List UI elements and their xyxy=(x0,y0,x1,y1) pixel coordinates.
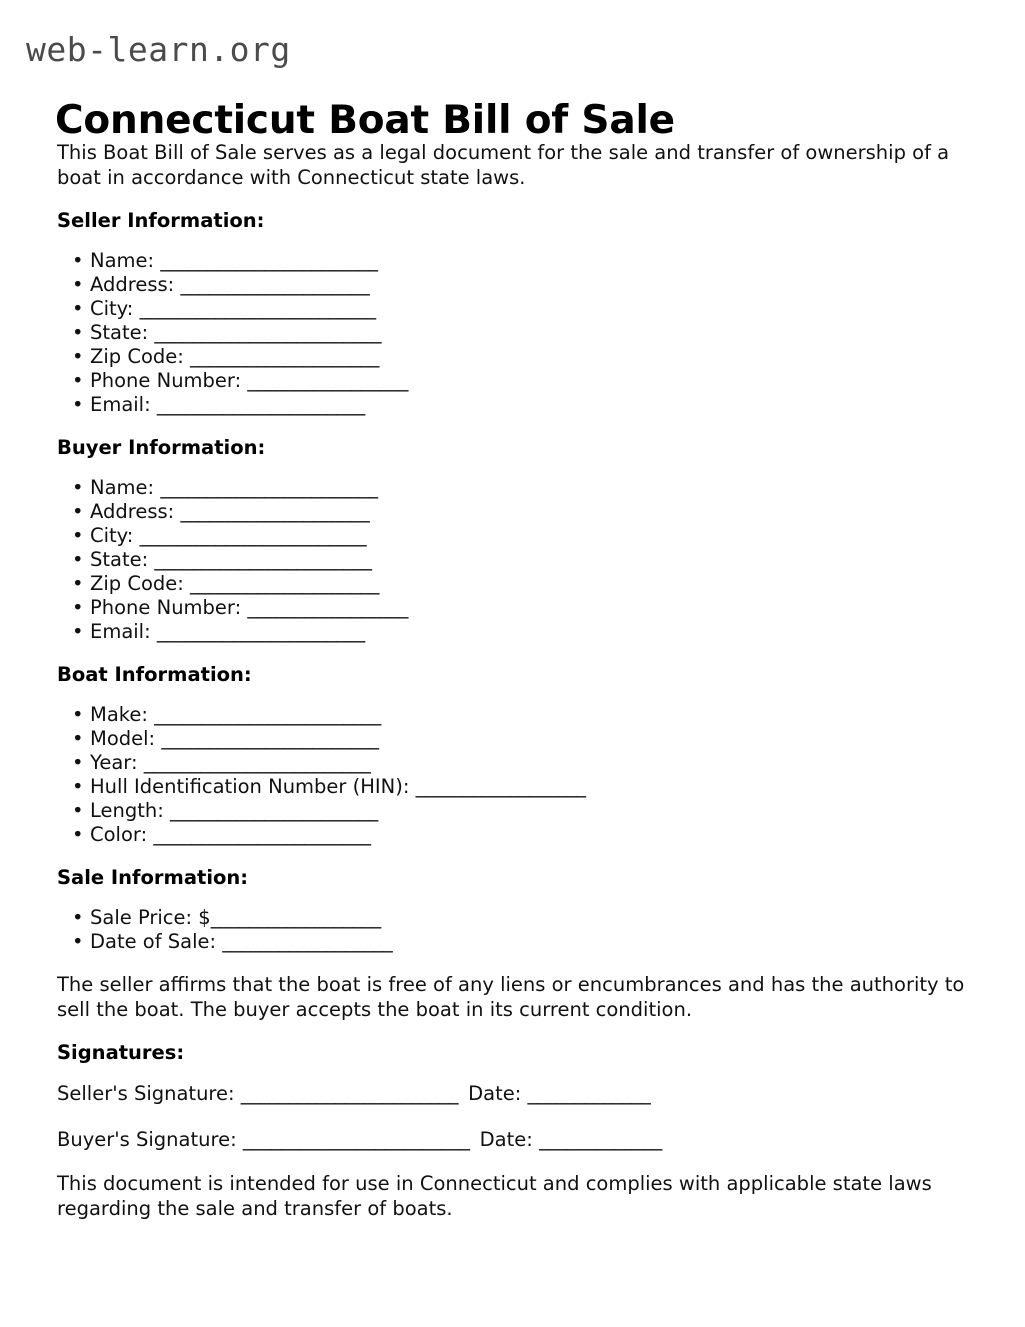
bullet-icon: • xyxy=(72,799,84,822)
closing-paragraph: This document is intended for use in Connecticut and complies with applicable state laws regarding the sale and transfer of boats. xyxy=(57,1172,932,1220)
bullet-icon: • xyxy=(72,369,84,392)
bullet-icon: • xyxy=(72,572,84,595)
field-blank[interactable]: ____________________ xyxy=(180,273,370,296)
field-blank[interactable]: _________________ xyxy=(247,369,409,392)
field-label: Zip Code: xyxy=(90,572,191,595)
bullet-icon: • xyxy=(72,321,84,344)
field-label: State: xyxy=(90,548,155,571)
field-blank[interactable]: _______________________ xyxy=(154,548,372,571)
bullet-icon: • xyxy=(72,751,84,774)
field-blank[interactable]: _______________________ xyxy=(161,727,379,750)
field-label: City: xyxy=(90,524,140,547)
field-label: Phone Number: xyxy=(90,369,248,392)
field-blank[interactable]: ________________________ xyxy=(139,524,367,547)
buyer-field-list xyxy=(0,476,1025,644)
sale-field-list xyxy=(0,906,1025,954)
section-heading-buyer: Buyer Information: xyxy=(57,436,266,459)
bullet-icon: • xyxy=(72,500,84,523)
bullet-icon: • xyxy=(72,297,84,320)
field-label: Date of Sale: xyxy=(90,930,223,953)
bullet-icon: • xyxy=(72,596,84,619)
field-blank[interactable]: ______________________ xyxy=(156,620,365,643)
bullet-icon: • xyxy=(72,823,84,846)
seller-field-list xyxy=(0,249,1025,417)
boat-field-list xyxy=(0,703,1025,847)
field-label: Name: xyxy=(90,476,161,499)
field-boat-model xyxy=(72,727,1025,751)
bullet-icon: • xyxy=(72,906,84,929)
section-heading-sale: Sale Information: xyxy=(57,866,249,889)
field-label: Hull Identification Number (HIN): xyxy=(90,775,416,798)
field-blank[interactable]: ________________________ xyxy=(143,751,371,774)
section-heading-signatures: Signatures: xyxy=(57,1041,185,1064)
bullet-icon: • xyxy=(72,620,84,643)
field-date-of-sale xyxy=(72,930,1025,954)
field-blank[interactable]: ____________________ xyxy=(190,345,380,368)
field-label: Zip Code: xyxy=(90,345,191,368)
bullet-icon: • xyxy=(72,727,84,750)
field-label: Model: xyxy=(90,727,162,750)
field-blank[interactable]: ______________________ xyxy=(170,799,378,822)
field-label: Year: xyxy=(90,751,144,774)
field-blank[interactable]: __________________ xyxy=(210,906,381,929)
field-label: Make: xyxy=(90,703,155,726)
field-blank[interactable]: _______________________ xyxy=(160,249,378,272)
bullet-icon: • xyxy=(72,703,84,726)
field-blank[interactable]: ____________________ xyxy=(190,572,380,595)
bullet-icon: • xyxy=(72,345,84,368)
field-label: Address: xyxy=(90,273,181,296)
field-seller-phone xyxy=(72,369,1025,393)
field-seller-state xyxy=(72,321,1025,345)
seller-signature-line[interactable]: _______________________ xyxy=(240,1082,459,1105)
bullet-icon: • xyxy=(72,249,84,272)
field-buyer-zip xyxy=(72,572,1025,596)
seller-signature-label: Seller's Signature: xyxy=(57,1082,241,1105)
buyer-date-line[interactable]: _____________ xyxy=(539,1128,662,1151)
field-boat-color xyxy=(72,823,1025,847)
field-blank[interactable]: ________________________ xyxy=(154,321,382,344)
field-label: Phone Number: xyxy=(90,596,248,619)
field-sale-price xyxy=(72,906,1025,930)
field-seller-email xyxy=(72,393,1025,417)
bullet-icon: • xyxy=(72,476,84,499)
field-blank[interactable]: ______________________ xyxy=(156,393,365,416)
section-heading-seller: Seller Information: xyxy=(57,209,265,232)
field-label: Address: xyxy=(90,500,181,523)
field-label: Sale Price: $ xyxy=(90,906,211,929)
field-boat-length xyxy=(72,799,1025,823)
buyer-date-label: Date: xyxy=(479,1128,540,1151)
field-seller-address xyxy=(72,273,1025,297)
field-blank[interactable]: _________________________ xyxy=(139,297,376,320)
field-label: Email: xyxy=(90,393,157,416)
buyer-signature-label: Buyer's Signature: xyxy=(57,1128,243,1151)
field-buyer-city xyxy=(72,524,1025,548)
bullet-icon: • xyxy=(72,393,84,416)
field-seller-zip xyxy=(72,345,1025,369)
signature-row-buyer xyxy=(0,1127,1025,1153)
page-title: Connecticut Boat Bill of Sale xyxy=(55,98,675,144)
field-blank[interactable]: ____________________ xyxy=(180,500,370,523)
field-label: Email: xyxy=(90,620,157,643)
bullet-icon: • xyxy=(72,548,84,571)
site-watermark: web-learn.org xyxy=(26,30,291,69)
field-label: Name: xyxy=(90,249,161,272)
field-blank[interactable]: _______________________ xyxy=(153,823,371,846)
field-buyer-address xyxy=(72,500,1025,524)
bullet-icon: • xyxy=(72,775,84,798)
field-label: Color: xyxy=(90,823,154,846)
field-label: State: xyxy=(90,321,155,344)
field-boat-make xyxy=(72,703,1025,727)
field-blank[interactable]: _________________ xyxy=(247,596,409,619)
bullet-icon: • xyxy=(72,524,84,547)
field-buyer-name xyxy=(72,476,1025,500)
field-buyer-state xyxy=(72,548,1025,572)
field-buyer-phone xyxy=(72,596,1025,620)
bullet-icon: • xyxy=(72,273,84,296)
field-blank[interactable]: _______________________ xyxy=(160,476,378,499)
field-label: Length: xyxy=(90,799,171,822)
field-blank[interactable]: ________________________ xyxy=(154,703,381,726)
field-label: City: xyxy=(90,297,140,320)
seller-date-label: Date: xyxy=(468,1082,528,1105)
buyer-signature-line[interactable]: ________________________ xyxy=(242,1128,470,1151)
signature-row-seller xyxy=(0,1081,1025,1107)
field-seller-name xyxy=(72,249,1025,273)
field-boat-year xyxy=(72,751,1025,775)
field-seller-city xyxy=(72,297,1025,321)
section-heading-boat: Boat Information: xyxy=(57,663,252,686)
field-buyer-email xyxy=(72,620,1025,644)
field-blank[interactable]: __________________ xyxy=(415,775,586,798)
field-blank[interactable]: __________________ xyxy=(222,930,393,953)
document-body xyxy=(0,140,1025,1221)
bullet-icon: • xyxy=(72,930,84,953)
affirmation-paragraph: The seller affirms that the boat is free of any liens or encumbrances and has the authority to sell the boat. The buyer accepts the boat in its current condition. xyxy=(57,973,965,1021)
intro-paragraph: This Boat Bill of Sale serves as a legal document for the sale and transfer of ownership of a boat in accordance with Connecticut state laws. xyxy=(57,141,950,189)
field-boat-hin xyxy=(72,775,1025,799)
seller-date-line[interactable]: _____________ xyxy=(527,1082,651,1105)
